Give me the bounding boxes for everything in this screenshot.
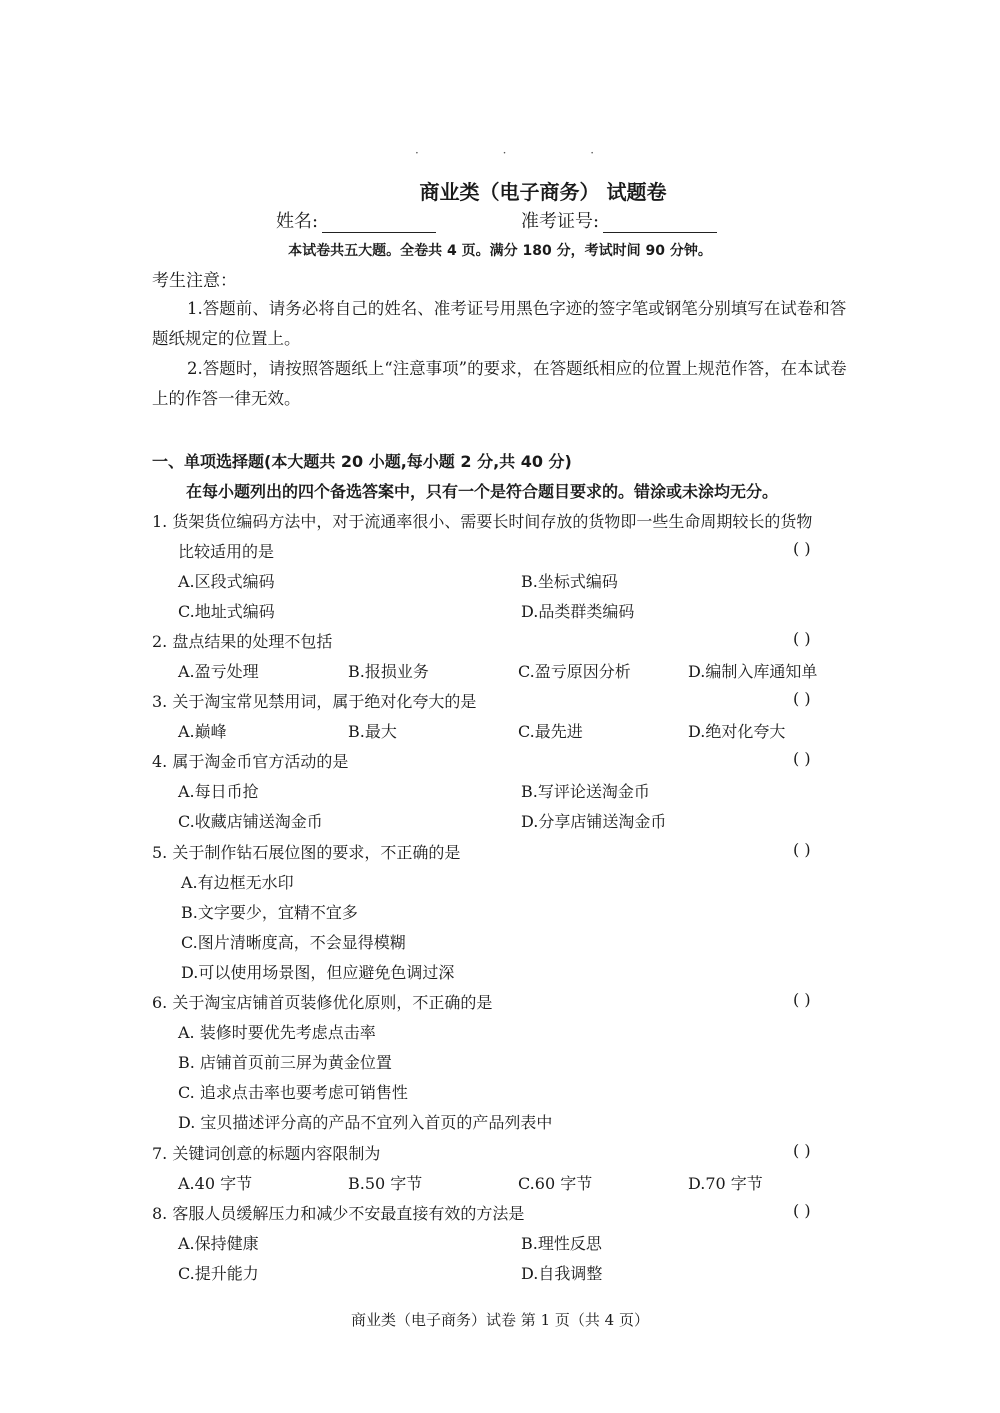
option-2b: B.报损业务: [348, 662, 429, 681]
option-6b: B. 店铺首页前三屏为黄金位置: [178, 1053, 392, 1072]
name-label: 姓名:: [276, 211, 319, 232]
option-4c: C.收藏店铺送淘金币: [178, 812, 323, 831]
section-instruction: 在每小题列出的四个备选答案中，只有一个是符合题目要求的。错涂或未涂均无分。: [186, 482, 779, 501]
option-8d: D.自我调整: [521, 1264, 603, 1283]
option-3d: D.绝对化夸大: [688, 722, 786, 741]
option-3c: C.最先进: [518, 722, 583, 741]
section-heading: 一、单项选择题(本大题共 20 小题,每小题 2 分,共 40 分): [152, 452, 572, 471]
option-3a: A.巅峰: [178, 722, 227, 741]
option-4a: A.每日币抢: [178, 782, 259, 801]
question-1: 1. 货架货位编码方法中，对于流通率很小、需要长时间存放的货物即一些生命周期较长的货物: [152, 512, 813, 531]
option-1d: D.品类群类编码: [521, 602, 635, 621]
notice-item-1: 1.答题前、请务必将自己的姓名、准考证号用黑色字迹的签字笔或钢笔分别填写在试卷和答题纸规定的位置上。: [152, 299, 847, 348]
option-2c: C.盈亏原因分析: [518, 662, 631, 681]
option-1c: C.地址式编码: [178, 602, 275, 621]
option-8b: B.理性反思: [521, 1234, 602, 1253]
option-2d: D.编制入库通知单: [688, 662, 818, 681]
option-4b: B.写评论送淘金币: [521, 782, 650, 801]
option-5d: D.可以使用场景图，但应避免色调过深: [181, 963, 455, 982]
answer-blank-1: ( ): [793, 539, 811, 558]
exam-summary: 本试卷共五大题。全卷共 4 页。满分 180 分，考试时间 90 分钟。: [288, 243, 712, 259]
option-2a: A.盈亏处理: [178, 662, 259, 681]
answer-blank-4: ( ): [793, 749, 811, 768]
answer-blank-2: ( ): [793, 629, 811, 648]
option-1b: B.坐标式编码: [521, 572, 618, 591]
question-6: 6. 关于淘宝店铺首页装修优化原则，不正确的是: [152, 993, 493, 1012]
notice-heading: 考生注意：: [152, 271, 237, 291]
name-blank: [322, 214, 436, 233]
question-4: 4. 属于淘金币官方活动的是: [152, 752, 349, 771]
exam-id-field: [521, 207, 717, 233]
exam-id-blank: [603, 214, 717, 233]
option-4d: D.分享店铺送淘金币: [521, 812, 667, 831]
page-title: 商业类（电子商务） 试题卷: [419, 180, 667, 204]
question-3: 3. 关于淘宝常见禁用词，属于绝对化夸大的是: [152, 692, 477, 711]
option-7c: C.60 字节: [518, 1174, 593, 1193]
option-5b: B.文字要少，宜精不宜多: [181, 903, 358, 922]
option-7b: B.50 字节: [348, 1174, 423, 1193]
answer-blank-8: ( ): [793, 1201, 811, 1220]
page-footer: 商业类（电子商务）试卷 第 1 页（共 4 页）: [351, 1311, 649, 1329]
answer-blank-7: ( ): [793, 1141, 811, 1160]
option-5c: C.图片清晰度高，不会显得模糊: [181, 933, 406, 952]
answer-blank-6: ( ): [793, 990, 811, 1009]
option-8a: A.保持健康: [178, 1234, 259, 1253]
option-6c: C. 追求点击率也要考虑可销售性: [178, 1083, 408, 1102]
question-2: 2. 盘点结果的处理不包括: [152, 632, 333, 651]
option-6a: A. 装修时要优先考虑点击率: [178, 1023, 376, 1042]
option-6d: D. 宝贝描述评分高的产品不宜列入首页的产品列表中: [178, 1113, 553, 1132]
question-8: 8. 客服人员缓解压力和减少不安最直接有效的方法是: [152, 1204, 525, 1223]
exam-id-label: 准考证号:: [521, 211, 600, 232]
option-8c: C.提升能力: [178, 1264, 259, 1283]
option-7d: D.70 字节: [688, 1174, 763, 1193]
option-7a: A.40 字节: [178, 1174, 253, 1193]
notice-item-2: 2.答题时，请按照答题纸上“注意事项”的要求，在答题纸相应的位置上规范作答，在本试卷上的作答一律无效。: [152, 359, 847, 408]
option-3b: B.最大: [348, 722, 397, 741]
question-1-line2: 比较适用的是: [178, 542, 275, 561]
answer-blank-3: ( ): [793, 689, 811, 708]
answer-blank-5: ( ): [793, 840, 811, 859]
option-5a: A.有边框无水印: [181, 873, 294, 892]
name-field: [276, 207, 436, 233]
question-7: 7. 关键词创意的标题内容限制为: [152, 1144, 381, 1163]
option-1a: A.区段式编码: [178, 572, 275, 591]
question-5: 5. 关于制作钻石展位图的要求，不正确的是: [152, 843, 461, 862]
scan-marks: · · ·: [415, 146, 635, 160]
